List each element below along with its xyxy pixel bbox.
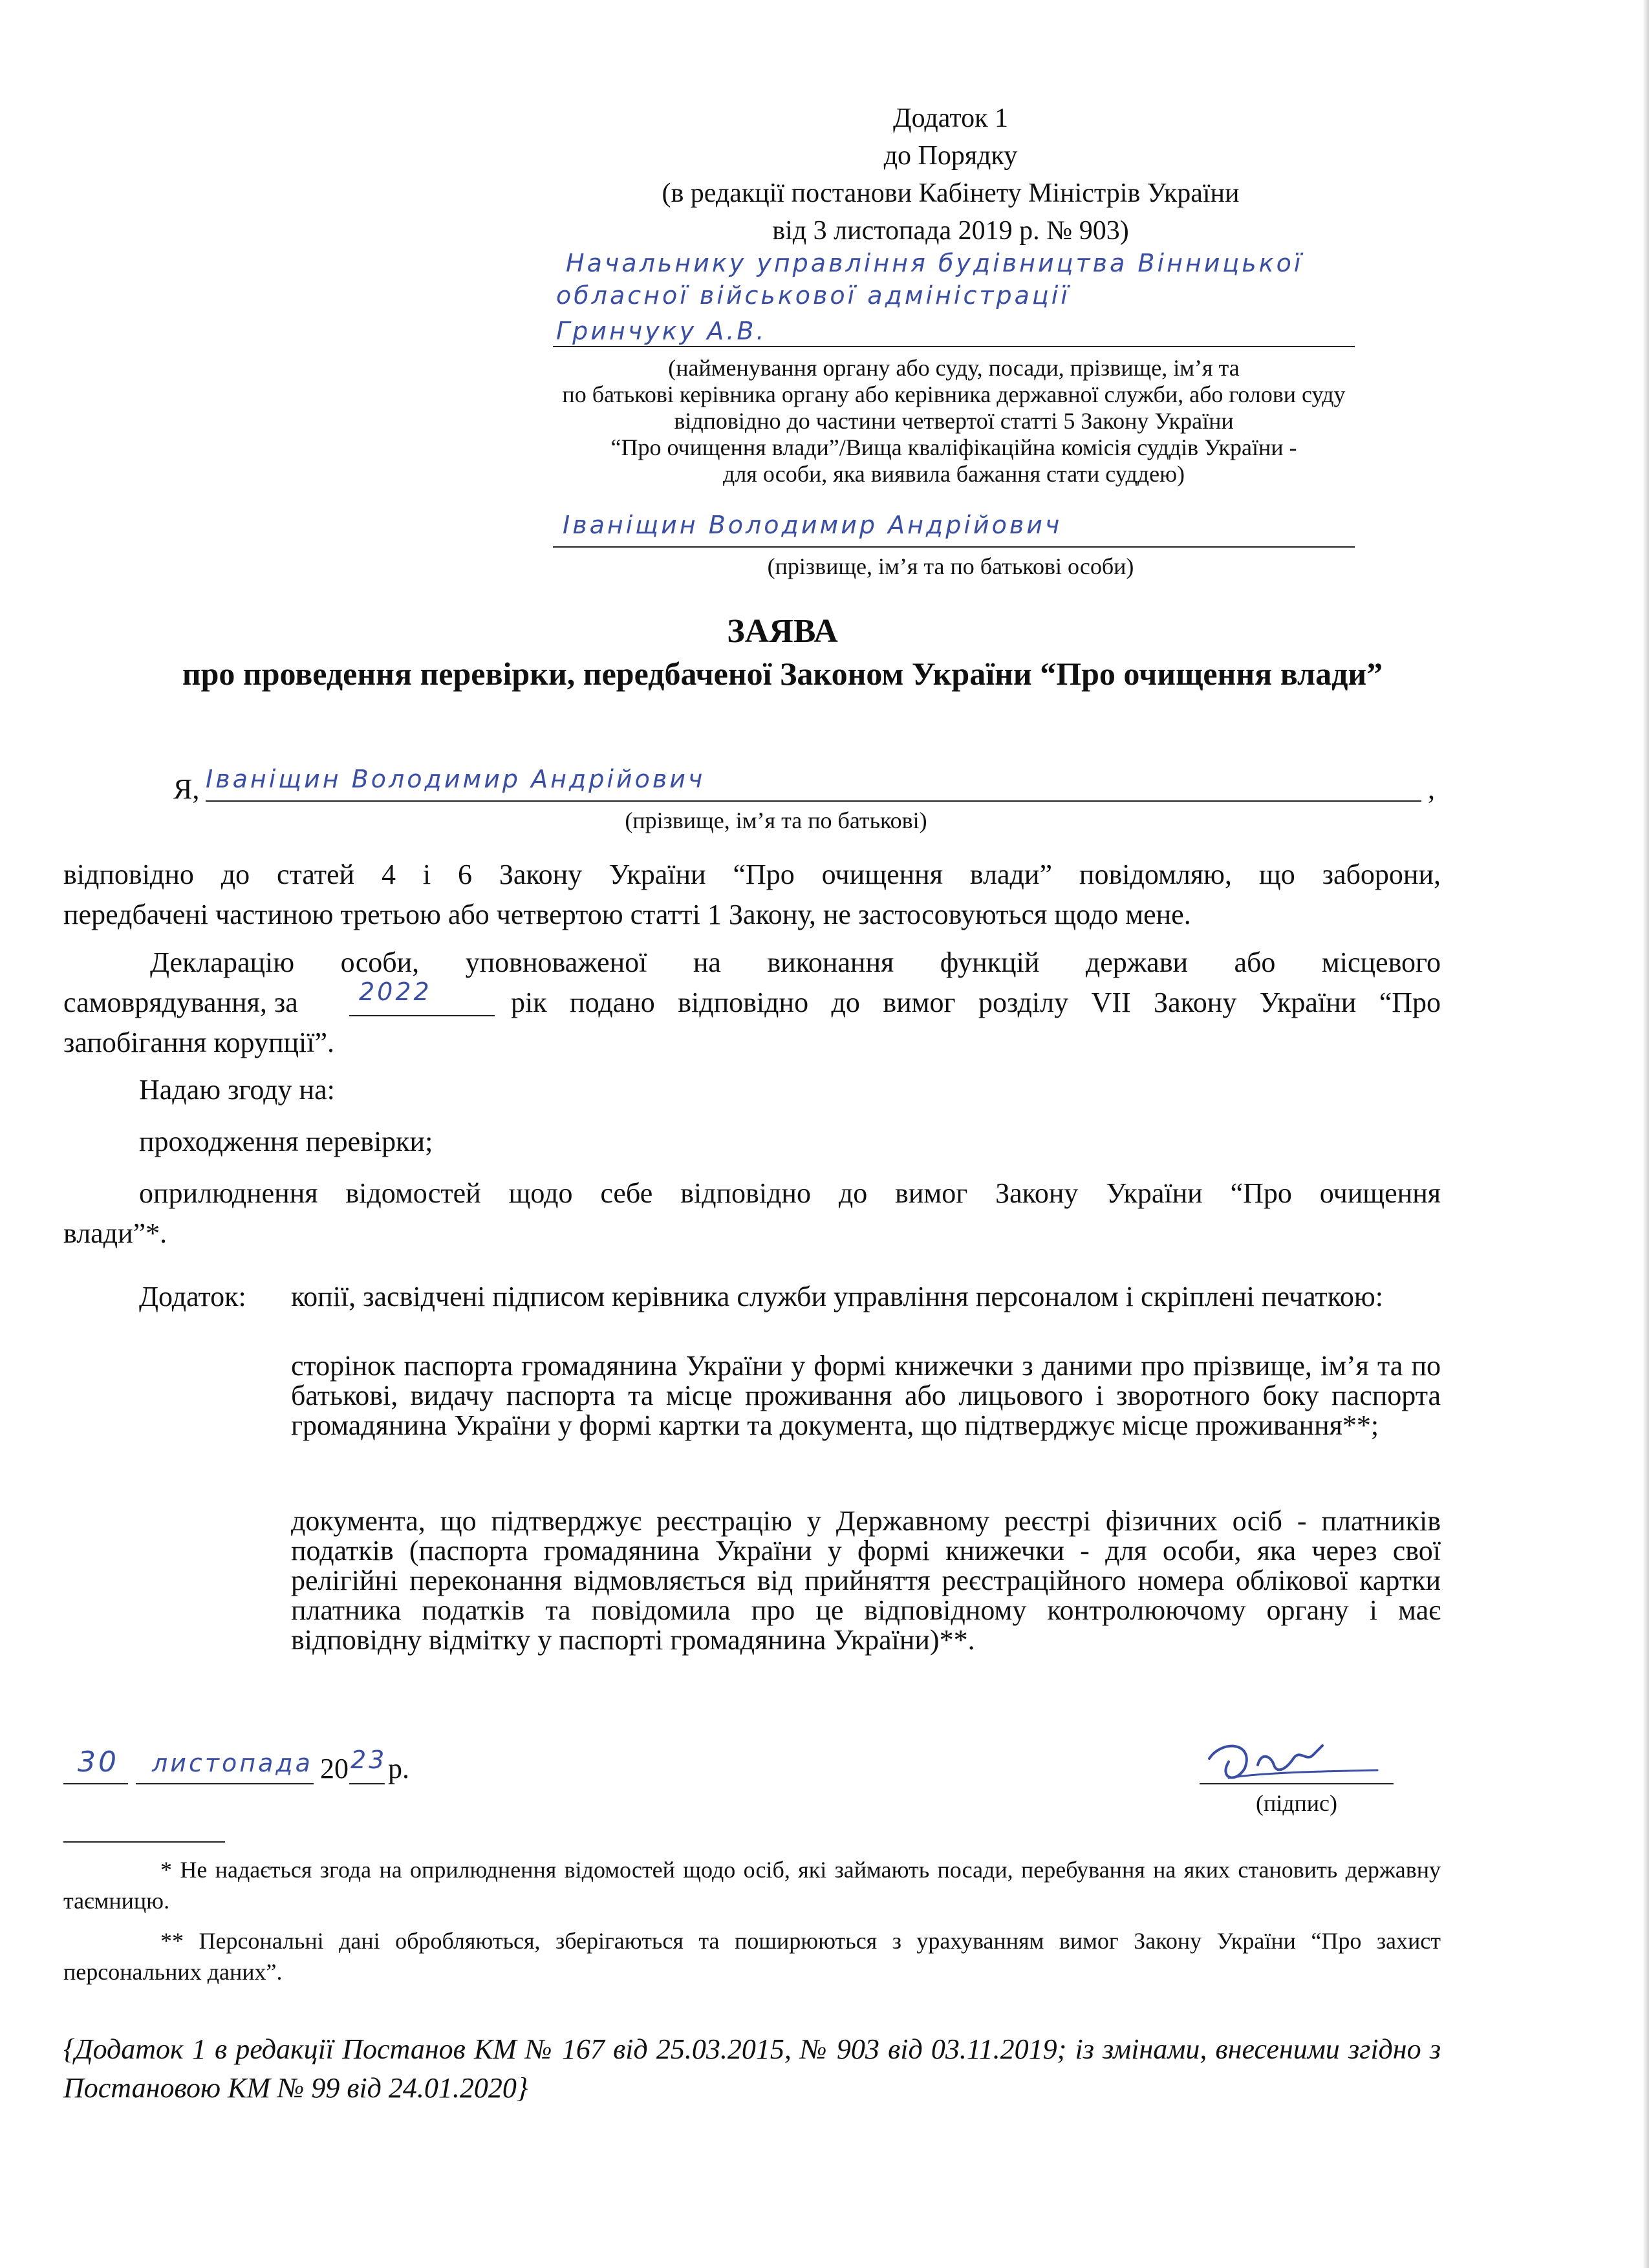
recipient-handwritten-line2: обласної військової адміністрації (556, 281, 1070, 310)
footnote-2: ** Персональні дані обробляються, зберігаються та поширюються з урахуванням вимог Закону України “Про захист персональних даних”. (63, 1928, 1441, 1985)
consent-item-2-line-1: оприлюднення відомостей щодо себе відповідно до вимог Закону України “Про очищення (139, 1177, 1441, 1209)
date-year-prefix: 20 (320, 1753, 349, 1784)
addendum-edition: (в редакції постанови Кабінету Міністрів України (662, 178, 1240, 208)
applicant-caption: (прізвище, ім’я та по батькові особи) (767, 553, 1134, 579)
paragraph-2-line-2-end: рік подано відповідно до вимог розділу VII Закону України “Про (511, 987, 1441, 1018)
applicant-underline (553, 546, 1355, 548)
signature-handwritten (1183, 1733, 1403, 1791)
document-subtitle: про проведення перевірки, передбаченої Законом України “Про очищення влади” (182, 656, 1383, 692)
document-title: ЗАЯВА (727, 613, 838, 650)
i-prefix: Я, (173, 773, 200, 805)
attachments-item-2: документа, що підтверджує реєстрацію у Державному реєстрі фізичних осіб - платників податків (паспорта громадянина України у формі книжечки - для особи, яка через свої релігійні переконання відмовляється від прийняття реєстраційного номера облікової картки платника податків та повідомила про це відповідному контролюючому органу і має відповідну відмітку у паспорті громадянина України)**. (291, 1505, 1441, 1656)
recipient-caption-3: відповідно до частини четвертої статті 5 Закону України (674, 408, 1234, 434)
date-day-underline (63, 1783, 128, 1784)
paragraph-2-line-3: запобігання корупції”. (63, 1027, 335, 1058)
paragraph-1-line-1: відповідно до статей 4 і 6 Закону України “Про очищення влади” повідомляю, що заборони, (63, 859, 1441, 890)
paragraph-2-line-2-start: самоврядування, за (63, 987, 298, 1018)
paragraph-2-line-1: Декларацію особи, уповноваженої на виконання функцій держави або місцевого (150, 947, 1441, 978)
recipient-handwritten-line1: Начальнику управління будівництва Вінницької (566, 249, 1304, 277)
footnote-separator (63, 1841, 225, 1843)
footnote-1: * Не надається згода на оприлюднення відомостей щодо осіб, які займають посади, перебування на яких становить державну таємницю. (63, 1857, 1441, 1914)
declaration-year-handwritten: 2022 (359, 978, 432, 1006)
recipient-caption-2: по батькові керівника органу або керівника державної служби, або голови суду (562, 381, 1346, 407)
attachments-intro: копії, засвідчені підписом керівника служби управління персоналом і скріплені печаткою: (291, 1281, 1383, 1312)
recipient-caption-1: (найменування органу або суду, посади, прізвище, ім’я та (668, 355, 1240, 381)
addendum-date: від 3 листопада 2019 р. № 903) (772, 216, 1129, 246)
date-year-handwritten: 23 (350, 1746, 387, 1774)
attachments-item-1: сторінок паспорта громадянина України у формі книжечки з даними про прізвище, ім’я та по батькові, видачу паспорта та місце проживання або лицьового і зворотного боку паспорта громадянина України у формі картки та документа, що підтверджує місце проживання**; (291, 1350, 1441, 1441)
date-month-handwritten: листопада (152, 1749, 313, 1777)
consent-intro: Надаю згоду на: (139, 1074, 335, 1106)
addendum-number: Додаток 1 (892, 103, 1009, 133)
i-name-underline (206, 800, 1421, 802)
consent-item-1: проходження перевірки; (139, 1126, 433, 1157)
date-month-underline (136, 1783, 314, 1784)
signature-caption: (підпис) (1255, 1790, 1338, 1816)
recipient-underline (553, 346, 1355, 347)
paragraph-1-line-2: передбачені частиною третьою або четвертою статті 1 Закону, не застосовуються щодо мене. (63, 899, 1191, 930)
recipient-caption-4: “Про очищення влади”/Вища кваліфікаційна комісія суддів України - (610, 434, 1297, 460)
signature-underline (1200, 1783, 1394, 1784)
recipient-handwritten-line3: Гринчуку А.В. (556, 317, 767, 345)
date-day-handwritten: 30 (78, 1746, 119, 1779)
i-handwritten-name: Іваніщин Володимир Андрійович (206, 765, 706, 793)
editorial-note: {Додаток 1 в редакції Постанов КМ № 167 від 25.03.2015, № 903 від 03.11.2019; із змінами, внесеними згідно з Постановою КМ № 99 від 24.01.2020} (63, 2033, 1441, 2104)
i-caption: (прізвище, ім’я та по батькові) (625, 808, 927, 833)
date-year-unit: р. (388, 1753, 409, 1784)
attachments-label: Додаток: (139, 1281, 246, 1312)
consent-item-2-line-2: влади”*. (63, 1217, 167, 1249)
scan-edge (1643, 0, 1649, 2268)
recipient-caption-5: для особи, яка виявила бажання стати суддею) (723, 461, 1185, 487)
declaration-year-underline (349, 1015, 495, 1016)
i-suffix: , (1428, 773, 1435, 805)
addendum-to-order: до Порядку (883, 141, 1018, 171)
date-year-underline (349, 1783, 385, 1784)
applicant-handwritten-name: Іваніщин Володимир Андрійович (563, 511, 1062, 539)
